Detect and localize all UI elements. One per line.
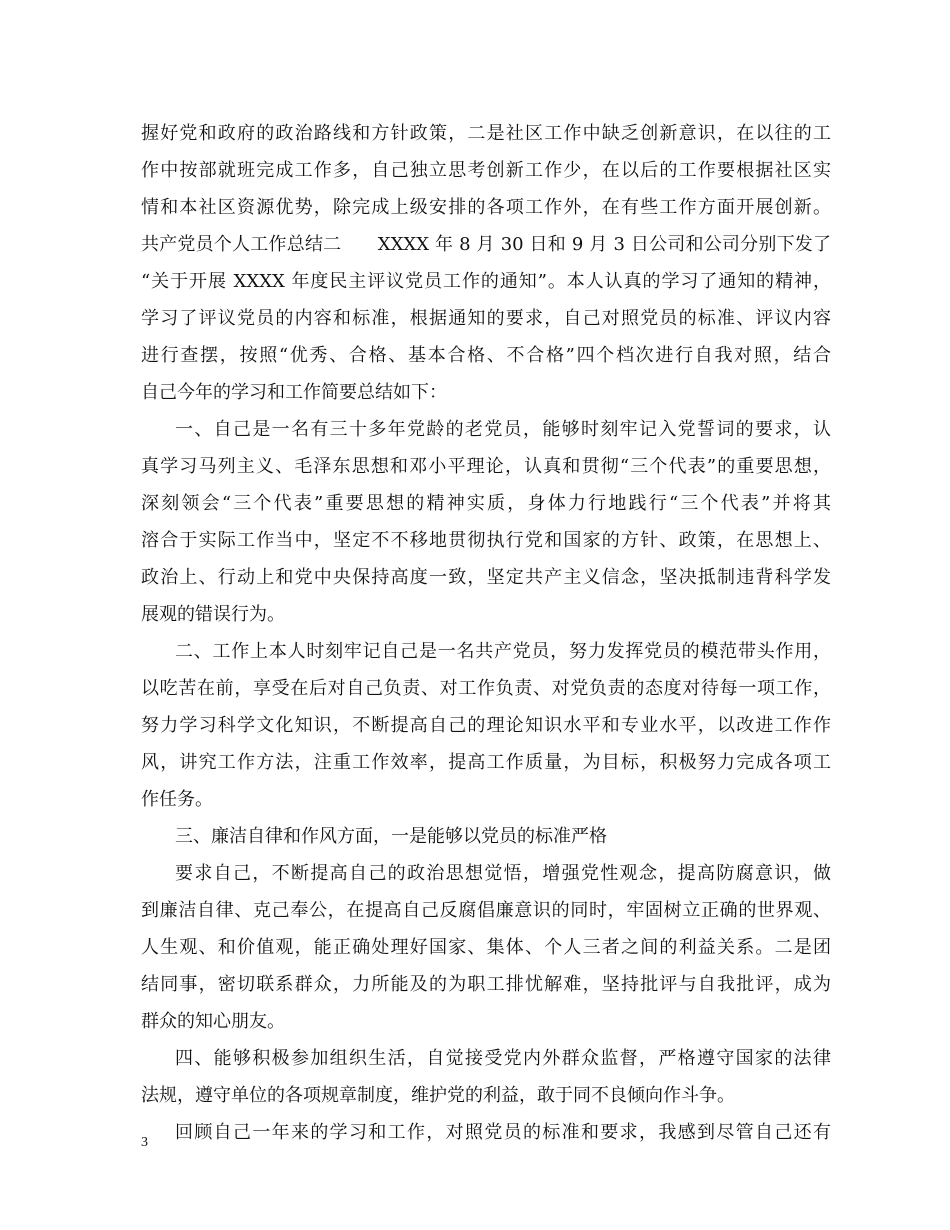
text-line: 努力学习科学文化知识，不断提高自己的理论知识水平和专业水平，以改进工作作 [141,715,831,736]
text-line: 深刻领会“三个代表”重要思想的精神实质，身体力行地践行“三个代表”并将其 [141,493,831,514]
text-line: 结同事，密切联系群众，力所能及的为职工排忧解难，坚持批评与自我批评，成为 [141,974,831,995]
text-line: 真学习马列主义、毛泽东思想和邓小平理论，认真和贯彻“三个代表”的重要思想， [141,456,831,477]
text-line: 自己今年的学习和工作简要总结如下： [141,382,447,403]
paragraph-first-line: 回顾自己一年来的学习和工作，对照党员的标准和要求，我感到尽管自己还有 [175,1122,831,1143]
text-line: 展观的错误行为。 [141,604,285,625]
text-line: 政治上、行动上和党中央保持高度一致，坚定共产主义信念，坚决抵制违背科学发 [141,567,831,588]
paragraph-first-line: 三、廉洁自律和作风方面，一是能够以党员的标准严格 [175,826,607,847]
text-line: 溶合于实际工作当中，坚定不不移地贯彻执行党和国家的方针、政策，在思想上、 [141,530,831,551]
text-line: 共产党员个人工作总结二 XXXX 年 8 月 30 日和 9 月 3 日公司和公司分别下发了 [141,234,831,255]
document-body [141,115,831,1151]
text-line: “关于开展 XXXX 年度民主评议党员工作的通知”。本人认真的学习了通知的精神， [141,271,831,292]
text-line: 作任务。 [141,789,213,810]
text-line: 以吃苦在前，享受在后对自己负责、对工作负责、对党负责的态度对待每一项工作， [141,678,831,699]
text-line: 作中按部就班完成工作多，自己独立思考创新工作少，在以后的工作要根据社区实 [141,160,831,181]
page-number: 3 [141,1135,148,1150]
text-line: 法规，遵守单位的各项规章制度，维护党的利益，敢于同不良倾向作斗争。 [141,1085,735,1106]
text-line: 群众的知心朋友。 [141,1011,285,1032]
text-line: 到廉洁自律、克己奉公，在提高自己反腐倡廉意识的同时，牢固树立正确的世界观、 [141,900,831,921]
text-line: 人生观、和价值观，能正确处理好国家、集体、个人三者之间的利益关系。二是团 [141,937,831,958]
text-line: 握好党和政府的政治路线和方针政策，二是社区工作中缺乏创新意识，在以往的工 [141,123,831,144]
paragraph-first-line: 要求自己，不断提高自己的政治思想觉悟，增强党性观念，提高防腐意识，做 [175,863,831,884]
text-line: 学习了评议党员的内容和标准，根据通知的要求，自己对照党员的标准、评议内容 [141,308,831,329]
paragraph-first-line: 一、自己是一名有三十多年党龄的老党员，能够时刻牢记入党誓词的要求，认 [175,419,831,440]
text-line: 进行查摆，按照“优秀、合格、基本合格、不合格”四个档次进行自我对照，结合 [141,345,831,366]
paragraph-first-line: 四、能够积极参加组织生活，自觉接受党内外群众监督，严格遵守国家的法律 [175,1048,831,1069]
paragraph-first-line: 二、工作上本人时刻牢记自己是一名共产党员，努力发挥党员的模范带头作用， [175,641,831,662]
text-line: 情和本社区资源优势，除完成上级安排的各项工作外，在有些工作方面开展创新。 [141,197,831,218]
text-line: 风，讲究工作方法，注重工作效率，提高工作质量，为目标，积极努力完成各项工 [141,752,831,773]
